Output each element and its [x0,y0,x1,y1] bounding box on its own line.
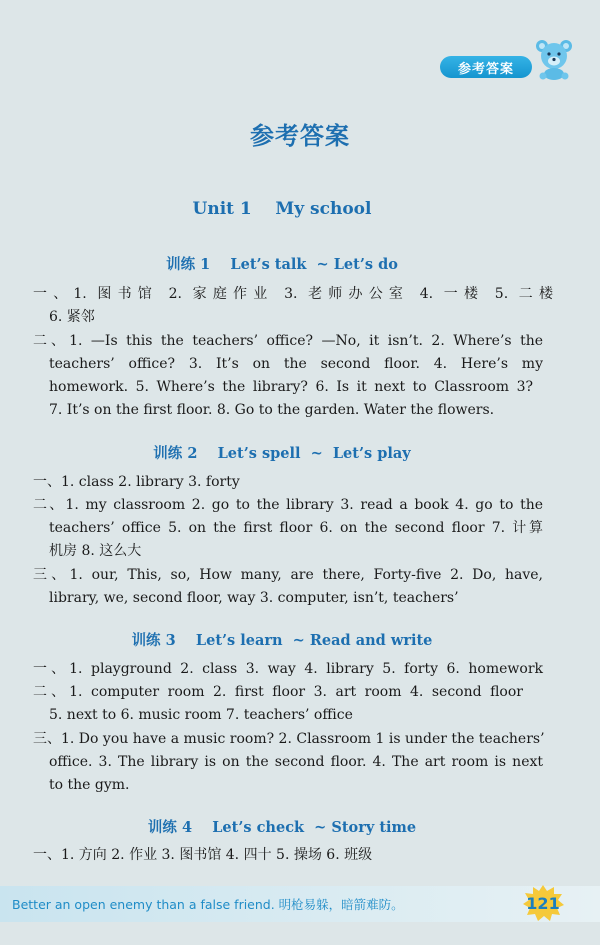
answer-line: library, we, second floor, way 3. computer, isn’t, teachers’ [49,590,459,606]
answer-line: 三、1. Do you have a music room? 2. Classroom 1 is under the teachers’ [33,731,545,747]
section-heading-2: 训练 2 Let’s spell ~ Let’s play [153,445,411,462]
answer-line: teachers’ office 5. on the first floor 6. on the second floor 7. 计算 [49,520,543,536]
answer-line: office. 3. The library is on the second floor. 4. The art room is next [49,754,543,770]
section-heading-1: 训练 1 Let’s talk ~ Let’s do [166,256,398,273]
answer-line: to the gym. [49,777,130,793]
answer-line: 二、1. my classroom 2. go to the library 3. read a book 4. go to the [33,497,543,513]
answer-line: homework. 5. Where’s the library? 6. Is it next to Classroom 3? [49,379,533,395]
answer-line: 一、1. class 2. library 3. forty [33,474,240,490]
unit-title: Unit 1 My school [192,199,372,219]
answer-line: 三、1. our, This, so, How many, are there, Forty-five 2. Do, have, [33,567,543,583]
answer-line: 一、1. 方向 2. 作业 3. 图书馆 4. 四十 5. 操场 6. 班级 [33,847,373,863]
section-heading-3: 训练 3 Let’s learn ~ Read and write [131,632,433,649]
answer-line: 二、1. —Is this the teachers’ office? —No, it isn’t. 2. Where’s the [33,333,543,349]
answer-line: 二、1. computer room 2. first floor 3. art room 4. second floor [33,684,523,700]
answer-line: teachers’ office? 3. It’s on the second floor. 4. Here’s my [49,356,543,372]
section-heading-4: 训练 4 Let’s check ~ Story time [147,819,417,836]
teddy-bear-icon [532,36,576,80]
answer-line: 机房 8. 这么大 [49,543,142,559]
answer-line: 一、1. 图书馆 2. 家庭作业 3. 老师办公室 4. 一楼 5. 二楼 [33,286,553,302]
page-number: 121 [526,893,560,913]
answer-line: 5. next to 6. music room 7. teachers’ office [49,707,353,723]
answer-line: 一、1. playground 2. class 3. way 4. library 5. forty 6. homework [33,661,543,677]
answer-line: 6. 紧邻 [49,309,95,325]
page-number-badge [521,884,565,922]
answer-key-tab: 参考答案 [440,56,532,78]
answer-line: 7. It’s on the first floor. 8. Go to the garden. Water the flowers. [49,402,495,418]
page-title: 参考答案 [250,122,350,150]
footer-proverb: Better an open enemy than a false friend. 明枪易躲，暗箭难防。 [12,897,404,912]
